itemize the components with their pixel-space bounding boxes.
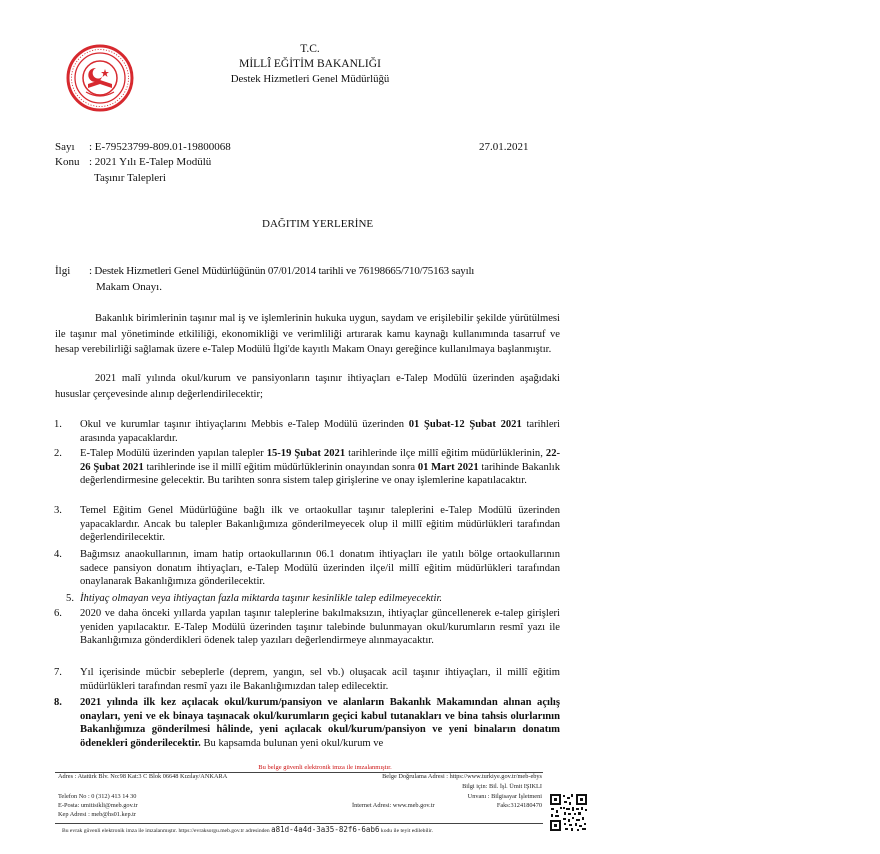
footer-title: Unvanı : Bilgisayar İşletmeni: [467, 793, 542, 800]
ilgi-label: İlgi: [55, 265, 71, 277]
list-item: 4. Bağımsız anaokullarının, imam hatip ortaokullarının 06.1 donatım ihtiyaçları ile yatılı bölge ortaokullarının sadece pansiyon donatım ihtiyaçları, e-Talep Modülü üzerinden ilçe/il millî eğitim müdürlükleri tarafından onaylanarak Bakanlığımıza gönderilecektir.: [54, 549, 560, 587]
document-date: 27.01.2021: [479, 141, 529, 153]
footer-verification-code-line: Bu evrak güvenli elektronik imza ile imzalanmıştır. https://evraksorgu.meb.gov.tr adresinden a81d-4a4d-3a35-82f6-6ab6 kodu ile teyit edilebilir.: [62, 825, 434, 834]
item-number: 3.: [54, 505, 62, 516]
header-country: T.C.: [300, 43, 320, 55]
list-item: 1. Okul ve kurumlar taşınır ihtiyaçlarını Mebbis e-Talep Modülü üzerinden 01 Şubat-12 Şubat 2021 tarihleri arasında yapacaklardır.: [54, 419, 561, 444]
item-number: 7.: [54, 667, 62, 678]
footer-web: İnternet Adresi: www.meb.gov.tr: [352, 802, 435, 809]
list-item: 8. 2021 yılında ilk kez açılacak okul/kurum/pansiyon ve alanların Bakanlık Makamından alınan açılış onayları, yeni ve ek binaya taşınacak okul/kurumların geçici kabul tutanakları ve bina tahsis olurlarının Bakanlığımıza gönderilmesi hâlinde, yeni açılacak okul/kurum/pansiyon ve yeni binaların donatım ödenekleri gönderilecektir. Bu kapsamda bulunan yeni okul/kurum ve: [54, 697, 560, 749]
item-number: 2.: [54, 448, 62, 459]
header-ministry: MİLLÎ EĞİTİM BAKANLIĞI: [239, 58, 381, 70]
footer-divider-bottom: [55, 823, 543, 824]
qr-code-icon: [549, 793, 588, 832]
konu-value: : 2021 Yılı E-Talep Modülü: [89, 156, 212, 168]
item-number: 4.: [54, 549, 62, 560]
konu-label: Konu: [55, 156, 80, 168]
list-item: 3. Temel Eğitim Genel Müdürlüğüne bağlı ilk ve ortaokullar taşınır taleplerini e-Talep Modülü üzerinden yapacaklardır. Ancak bu talepler Bakanlığımıza gönderilmeyecek olup il millî eğitim müdürlükleri tarafından değerlendirilecektir.: [54, 505, 560, 543]
sayi-label: Sayı: [55, 141, 75, 153]
footer-verify-address: Belge Doğrulama Adresi : https://www.turkiye.gov.tr/meb-ebys: [382, 773, 542, 780]
body-paragraph-1: Bakanlık birimlerinin taşınır mal iş ve işlemlerinin hukuka uygun, saydam ve erişilebilir şekilde yürütülmesi ile taşınır mal yönetiminde etkililiği, ekonomikliği ve verimliliği artırarak kamu kaynağı kullanımında tasarruf ve hesap verebilirliği sağlamak üzere e-Talep Modülü İlgi'de kayıtlı Makam Onayı gereğince kullanılmaya başlanmıştır.: [55, 313, 560, 355]
item-number: 6.: [54, 608, 62, 619]
footer-info-contact: Bilgi için: Bil. İşl. Ümit IŞIKLI: [462, 783, 542, 790]
footer-fax: Faks:3124180470: [496, 802, 542, 809]
footer-kep: Kep Adresi : meb@hs01.kep.tr: [58, 811, 137, 818]
item-number: 1.: [54, 419, 62, 430]
footer-phone: Telefon No : 0 (312) 413 14 30: [58, 793, 137, 800]
footer-email: E-Posta: umitisikli@meb.gov.tr: [58, 802, 138, 809]
verification-code: a81d-4a4d-3a35-82f6-6ab6: [271, 825, 380, 834]
ministry-seal-logo: [66, 44, 134, 112]
list-item: 7. Yıl içerisinde mücbir sebeplerle (deprem, yangın, sel vb.) oluşacak acil taşınır ihtiyaçları, il millî eğitim müdürlükleri tarafından resmî yazı ile Bakanlığımızdan talep edilecektir.: [54, 667, 560, 692]
list-item: 6. 2020 ve daha önceki yıllarda yapılan taşınır taleplerine bakılmaksızın, ihtiyaçlar güncellenerek e-talep girişleri yeniden yapılacaktır. E-Talep Modülü üzerinden taşınır talebinde bulunmayan okul/kurumların resmî yazı ile Bakanlığımıza gönderdikleri ödenek talep yazıları değerlendirmeye alınmayacaktır.: [54, 608, 560, 646]
item-number: 8.: [54, 697, 62, 708]
esign-note: Bu belge güvenli elektronik imza ile imzalanmıştır.: [258, 764, 392, 771]
ilgi-line2: Makam Onayı.: [96, 281, 162, 293]
sayi-value: : E-79523799-809.01-19800068: [89, 141, 231, 153]
konu-value-line2: Taşınır Talepleri: [94, 172, 166, 184]
item-number: 5.: [66, 593, 74, 604]
list-item: 2. E-Talep Modülü üzerinden yapılan talepler 15-19 Şubat 2021 tarihlerinde ilçe millî eğitim müdürlüklerinin, 22-26 Şubat 2021 tarihlerinde ise il millî eğitim müdürlüklerinin onayından sonra 01 Mart 2021 tarihinde Bakanlık değerlendirmesine gelecektir. Bu tarihten sonra sistem talep girişlerine ve onay işlemlerine kapatılacaktır.: [54, 448, 561, 486]
body-paragraph-2: 2021 malî yılında okul/kurum ve pansiyonların taşınır ihtiyaçları e-Talep Modülü üzerinden aşağıdaki hususlar çerçevesinde alınıp değerlendirilecektir;: [55, 373, 560, 400]
list-item: 5. İhtiyaç olmayan veya ihtiyaçtan fazla miktarda taşınır kesinlikle talep edilmeyecektir.: [80, 592, 560, 606]
footer-address: Adres : Atatürk Blv. No:98 Kat:3 C Blok 06648 Kızılay/ANKARA: [58, 773, 228, 780]
ilgi-line1: : Destek Hizmetleri Genel Müdürlüğünün 07/01/2014 tarihli ve 76198665/710/75163 sayılı: [89, 265, 475, 277]
recipient-heading: DAĞITIM YERLERİNE: [262, 218, 374, 230]
header-department: Destek Hizmetleri Genel Müdürlüğü: [230, 73, 390, 85]
